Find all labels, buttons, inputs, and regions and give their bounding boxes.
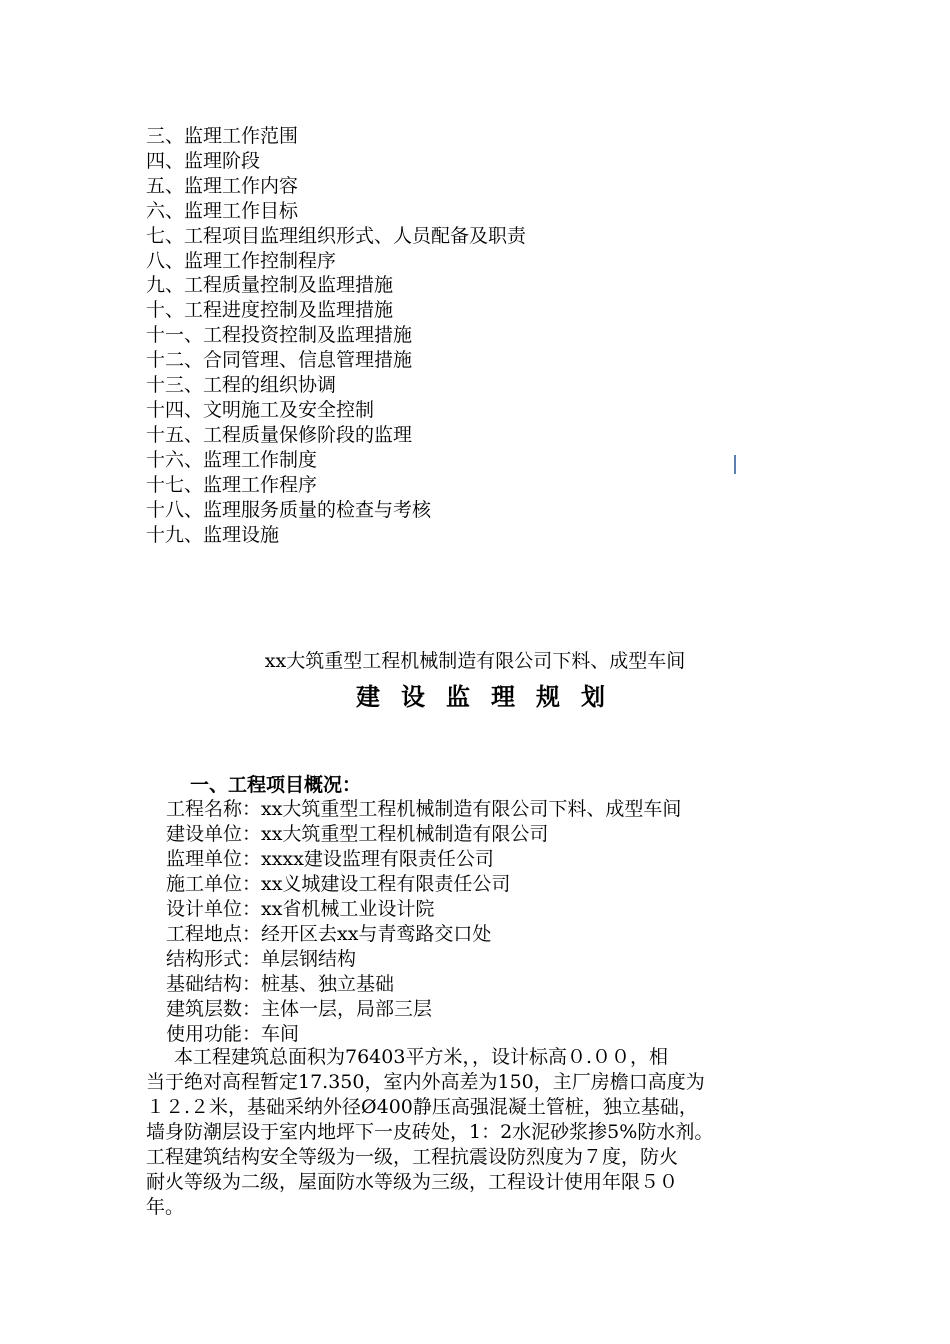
toc-item: 十九、监理设施 — [146, 523, 280, 546]
project-fact: 基础结构：桩基、独立基础 — [166, 973, 395, 995]
project-fact: 建设单位：xx大筑重型工程机械制造有限公司 — [166, 823, 549, 845]
project-fact: 建筑层数：主体一层，局部三层 — [166, 998, 433, 1020]
text-cursor-mark — [734, 455, 736, 474]
toc-item: 十二、合同管理、信息管理措施 — [146, 349, 413, 372]
toc-item: 三、监理工作范围 — [146, 125, 299, 147]
project-fact: 使用功能：车间 — [166, 1023, 300, 1045]
project-facts-list — [166, 797, 681, 1047]
toc-item: 十一、工程投资控制及监理措施 — [146, 324, 413, 347]
toc-item: 四、监理阶段 — [146, 149, 261, 172]
project-fact: 设计单位：xx省机械工业设计院 — [166, 898, 435, 920]
toc-item: 五、监理工作内容 — [146, 174, 299, 197]
document-title: 建设监理规划 — [356, 682, 626, 711]
toc-item: 六、监理工作目标 — [146, 199, 299, 222]
paragraph-line: 耐火等级为二级，屋面防水等级为三级，工程设计使用年限５０ — [146, 1171, 679, 1193]
paragraph-line: 年。 — [146, 1196, 185, 1218]
paragraph-line: 本工程建筑总面积为76403平方米，，设计标高０.００，相 — [174, 1046, 668, 1068]
toc-item: 十四、文明施工及安全控制 — [146, 398, 375, 421]
project-fact: 工程名称：xx大筑重型工程机械制造有限公司下料、成型车间 — [166, 798, 682, 820]
toc-item: 八、监理工作控制程序 — [146, 249, 337, 272]
toc-item: 七、工程项目监理组织形式、人员配备及职责 — [146, 224, 527, 247]
paragraph-line: 当于绝对高程暂定17.350，室内外高差为150，主厂房檐口高度为 — [146, 1071, 705, 1093]
project-fact: 监理单位：xxxx建设监理有限责任公司 — [166, 848, 494, 870]
toc-item: 十三、工程的组织协调 — [146, 374, 337, 397]
toc-item: 十五、工程质量保修阶段的监理 — [146, 423, 413, 446]
toc-item: 十八、监理服务质量的检查与考核 — [146, 498, 432, 521]
toc-item: 九、工程质量控制及监理措施 — [146, 274, 394, 297]
paragraph-line: １２.２米，基础采纳外径Ø400静压高强混凝土管桩，独立基础， — [146, 1096, 698, 1118]
project-fact: 工程地点：经开区去xx与青鸾路交口处 — [166, 923, 492, 945]
paragraph-line: 墙身防潮层设于室内地坪下一皮砖处，1：2水泥砂浆掺5%防水剂。 — [146, 1121, 714, 1143]
toc-item: 十六、监理工作制度 — [146, 448, 318, 471]
paragraph-line: 工程建筑结构安全等级为一级，工程抗震设防烈度为７度，防火 — [146, 1146, 679, 1168]
toc-item: 十、工程进度控制及监理措施 — [146, 299, 394, 322]
document-subtitle: xx大筑重型工程机械制造有限公司下料、成型车间 — [264, 650, 686, 672]
project-fact: 施工单位：xx义城建设工程有限责任公司 — [166, 873, 511, 895]
toc-item: 十七、监理工作程序 — [146, 473, 318, 496]
table-of-contents — [146, 124, 526, 547]
project-description-paragraph — [146, 1045, 806, 1220]
section-heading: 一、工程项目概况： — [190, 774, 362, 796]
project-fact: 结构形式：单层钢结构 — [166, 948, 357, 970]
